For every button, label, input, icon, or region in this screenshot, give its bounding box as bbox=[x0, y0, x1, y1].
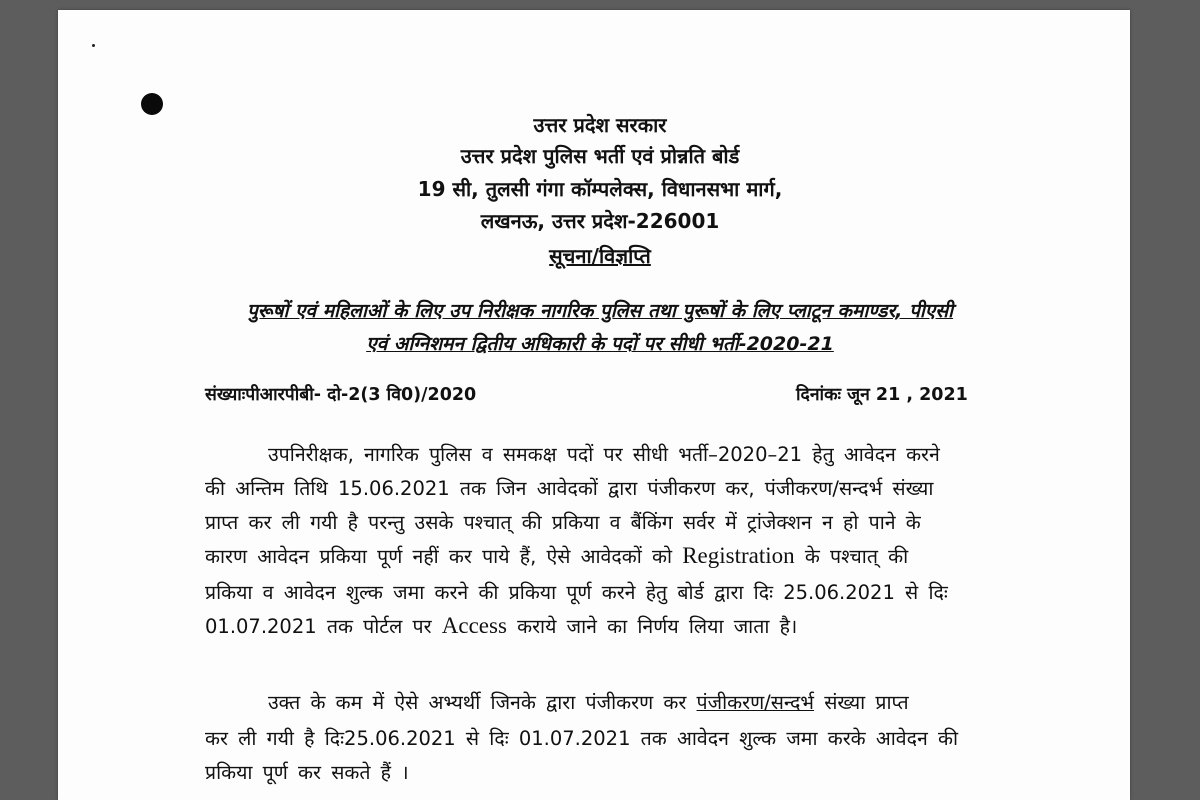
para1-line-3: प्राप्त कर ली गयी है परन्तु उसके पश्चात् की प्रकिया व बैंकिंग सर्वर में ट्रांजेक्शन न हो पाने के bbox=[205, 511, 921, 534]
para1-line-4-text-c: के पश्चात् की bbox=[804, 545, 909, 568]
para2-line-1-text-c: संख्या प्राप्त bbox=[824, 691, 909, 714]
header-government: उत्तर प्रदेश सरकार bbox=[533, 113, 667, 137]
header-board-name: उत्तर प्रदेश पुलिस भर्ती एवं प्रोन्नति बोर्ड bbox=[460, 144, 740, 168]
header-address: 19 सी, तुलसी गंगा कॉम्पलेक्स, विधानसभा मार्ग, bbox=[417, 177, 783, 201]
para2-line-1 bbox=[268, 688, 909, 715]
reference-number: संख्याःपीआरपीबी- दो-2(3 वि0)/2020 bbox=[205, 385, 477, 405]
para2-line-1-text-a: उक्त के कम में ऐसे अभ्यर्थी जिनके द्वारा पंजीकरण कर bbox=[268, 691, 687, 714]
para1-line-4 bbox=[205, 542, 908, 569]
para2-line-2: कर ली गयी है दिः25.06.2021 से दिः 01.07.2021 तक आवेदन शुल्क जमा करके आवेदन की bbox=[205, 727, 959, 750]
para2-line-3: प्रकिया पूर्ण कर सकते हैं । bbox=[205, 761, 409, 784]
para1-line-2: की अन्तिम तिथि 15.06.2021 तक जिन आवेदकों द्वारा पंजीकरण कर, पंजीकरण/सन्दर्भ संख्या bbox=[205, 477, 934, 500]
notice-heading: सूचना/विज्ञप्ति bbox=[549, 244, 651, 268]
para1-line-4-text-a: कारण आवेदन प्रकिया पूर्ण नहीं कर पाये हैं, ऐसे आवेदकों को bbox=[205, 545, 673, 568]
para1-line-6 bbox=[205, 612, 797, 639]
subject-line-1: पुरूषों एवं महिलाओं के लिए उप निरीक्षक नागरिक पुलिस तथा पुरूषों के लिए प्लाटून कमाण्डर, पीएसी bbox=[246, 300, 954, 322]
registration-reference-underlined: पंजीकरण/सन्दर्भ bbox=[696, 691, 815, 714]
para1-line-6-text-a: 01.07.2021 तक पोर्टल पर bbox=[205, 615, 432, 638]
subject-line-2: एवं अग्निशमन द्वितीय अधिकारी के पदों पर सीधी भर्ती-2020-21 bbox=[366, 333, 834, 355]
para1-line-1: उपनिरीक्षक, नागरिक पुलिस व समकक्ष पदों पर सीधी भर्ती–2020–21 हेतु आवेदन करने bbox=[268, 443, 940, 466]
notice-date: दिनांकः जून 21 , 2021 bbox=[796, 385, 968, 405]
scan-speck bbox=[92, 44, 95, 47]
access-term: Access bbox=[441, 613, 507, 638]
header-city: लखनऊ, उत्तर प्रदेश-226001 bbox=[480, 209, 720, 233]
para1-line-6-text-c: कराये जाने का निर्णय लिया जाता है। bbox=[517, 615, 798, 638]
para1-line-5: प्रकिया व आवेदन शुल्क जमा करने की प्रकिया पूर्ण करने हेतु बोर्ड द्वारा दिः 25.06.2021 से दिः bbox=[205, 581, 948, 604]
registration-term: Registration bbox=[682, 543, 795, 568]
